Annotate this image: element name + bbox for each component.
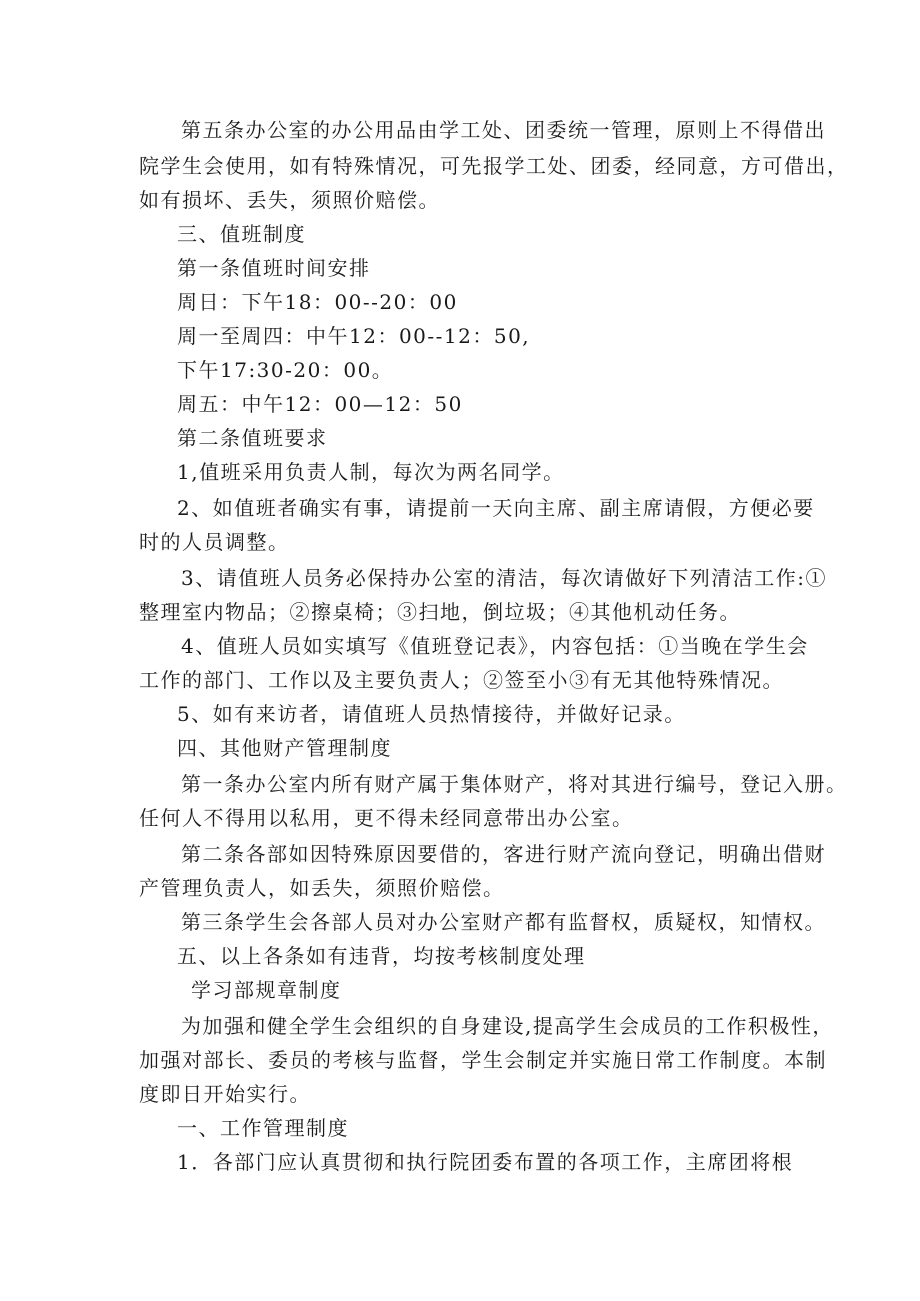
text-line: 周一至周四：中午12：00--12：50, <box>177 324 531 348</box>
text-line: 加强对部长、委员的考核与监督，学生会制定并实施日常工作制度。本制 <box>139 1048 827 1072</box>
text-line: 第三条学生会各部人员对办公室财产都有监督权，质疑权，知情权。 <box>181 910 826 934</box>
text-line: 产管理负责人，如丢失，须照价赔偿。 <box>139 876 505 900</box>
text-line: 整理室内物品；②擦桌椅；③扫地，倒垃圾；④其他机动任务。 <box>139 600 741 624</box>
text-line: 第二条各部如因特殊原因要借的，客进行财产流向登记，明确出借财 <box>181 842 826 866</box>
text-line: 周五：中午12：00—12：50 <box>177 392 463 416</box>
text-line: 1,值班采用负责人制，每次为两名同学。 <box>177 460 565 484</box>
text-line: 5、如有来访者，请值班人员热情接待，并做好记录。 <box>177 702 686 726</box>
section-heading: 五、以上各条如有违背，均按考核制度处理 <box>177 944 586 968</box>
text-line: 第五条办公室的办公用品由学工处、团委统一管理，原则上不得借出 <box>181 118 826 142</box>
text-line: 1．各部门应认真贯彻和执行院团委布置的各项工作，主席团将根 <box>177 1150 794 1174</box>
text-line: 院学生会使用，如有特殊情况，可先报学工处、团委，经同意，方可借出， <box>139 154 849 178</box>
section-heading: 四、其他财产管理制度 <box>177 736 392 760</box>
text-line: 为加强和健全学生会组织的自身建设,提高学生会成员的工作积极性， <box>181 1014 834 1038</box>
section-heading: 一、工作管理制度 <box>177 1116 349 1140</box>
text-line: 周日：下午18：00--20：00 <box>177 290 458 314</box>
document-title: 学习部规章制度 <box>191 978 342 1002</box>
text-line: 4、值班人员如实填写《值班登记表》，内容包括：①当晚在学生会 <box>181 634 809 658</box>
text-line: 工作的部门、工作以及主要负责人；②签至小③有无其他特殊情况。 <box>139 668 784 692</box>
text-line: 下午17:30-20：00。 <box>177 358 394 382</box>
text-line: 度即日开始实行。 <box>139 1082 311 1106</box>
text-line: 如有损坏、丢失，须照价赔偿。 <box>139 188 440 212</box>
text-line: 任何人不得用以私用，更不得未经同意带出办公室。 <box>139 806 634 830</box>
text-line: 3、请值班人员务必保持办公室的清洁，每次请做好下列清洁工作:① <box>181 566 827 590</box>
article-heading: 第一条值班时间安排 <box>177 256 371 280</box>
text-line: 时的人员调整。 <box>139 530 290 554</box>
text-line: 2、如值班者确实有事，请提前一天向主席、副主席请假，方便必要 <box>177 496 815 520</box>
article-heading: 第二条值班要求 <box>177 426 328 450</box>
section-heading: 三、值班制度 <box>177 222 306 246</box>
text-line: 第一条办公室内所有财产属于集体财产，将对其进行编号，登记入册。 <box>181 772 848 796</box>
